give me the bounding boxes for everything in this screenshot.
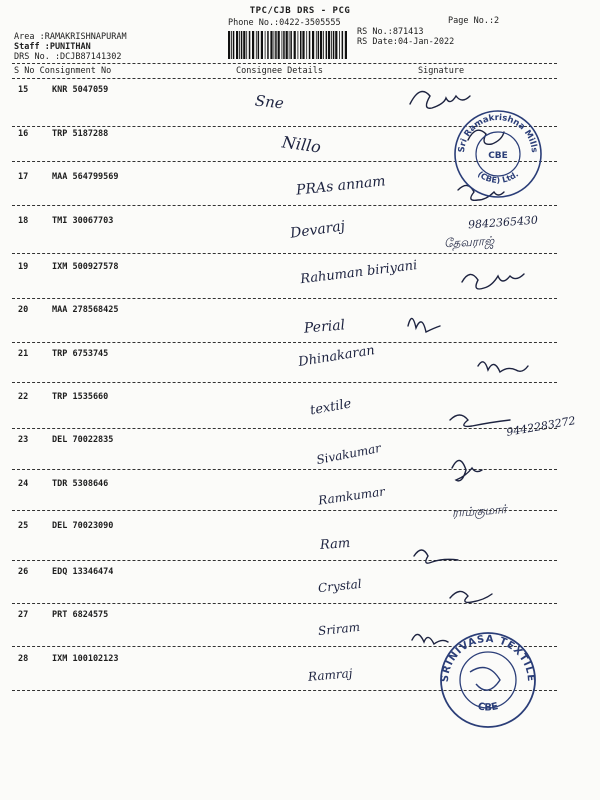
serial-number: 28 — [18, 654, 29, 664]
consignee-handwriting: Perial — [303, 317, 346, 337]
serial-number: 23 — [18, 435, 29, 445]
svg-text:SRINIVASA TEXTILE — [440, 634, 536, 683]
column-consignee-details: Consignee Details — [236, 66, 323, 76]
consignment-number: MAA 564799569 — [52, 172, 119, 182]
consignee-handwriting: Sriram — [317, 619, 361, 639]
consignee-handwriting: Sivakumar — [315, 440, 383, 468]
column-signature: Signature — [418, 66, 465, 76]
tamil-annotation: தேவராஜ் — [443, 233, 495, 251]
signature-mark — [414, 550, 458, 563]
stamp-bottom-text: CBE — [476, 701, 500, 714]
consignment-number: DEL 70022835 — [52, 435, 114, 445]
signature-mark — [452, 460, 482, 480]
signature-mark — [408, 318, 440, 332]
serial-number: 16 — [18, 129, 29, 139]
consignee-handwriting: Dhinakaran — [297, 343, 376, 370]
page-number: Page No.:2 — [448, 16, 500, 26]
consignee-handwriting: Devaraj — [289, 218, 347, 242]
tamil-annotation: ராம்குமார் — [451, 502, 508, 520]
consignment-number: IXM 500927578 — [52, 262, 119, 272]
area-label: Area :RAMAKRISHNAPURAM — [14, 32, 127, 42]
stamp-top-text: SRINIVASA TEXTILE — [439, 633, 537, 683]
serial-number: 21 — [18, 349, 29, 359]
stamp-bottom-text: (CBE) Ltd. — [475, 169, 521, 185]
serial-number: 25 — [18, 521, 29, 531]
consignment-number: PRT 6824575 — [52, 610, 109, 620]
stamp-center-text: CBE — [488, 151, 508, 161]
serial-number: 20 — [18, 305, 29, 315]
serial-number: 24 — [18, 479, 29, 489]
serial-number: 22 — [18, 392, 29, 402]
company-stamp-srinivasa — [438, 628, 538, 728]
consignment-number: IXM 100102123 — [52, 654, 119, 664]
rs-number: RS No.:871413 — [357, 27, 424, 37]
consignee-handwriting: Rahuman biriyani — [299, 258, 419, 288]
svg-text:Sri Ramakrishna Mills — [457, 113, 539, 153]
phone-annotation: 9442283272 — [505, 414, 577, 439]
serial-number: 15 — [18, 85, 29, 95]
consignment-number: MAA 278568425 — [52, 305, 119, 315]
consignment-number: TRP 1535660 — [52, 392, 109, 402]
serial-number: 17 — [18, 172, 29, 182]
consignment-number: DEL 70023090 — [52, 521, 114, 531]
consignee-handwriting: Ramkumar — [317, 484, 386, 508]
svg-text:(CBE) Ltd. — [476, 170, 520, 185]
consignee-handwriting: textile — [309, 396, 353, 419]
company-stamp-ramakrishna — [452, 108, 544, 200]
consignee-handwriting: Nillo — [280, 132, 323, 157]
consignee-handwriting: Sne — [254, 91, 285, 113]
phone-annotation: 9842365430 — [467, 213, 539, 232]
consignment-number: TMI 30067703 — [52, 216, 114, 226]
consignment-number: KNR 5047059 — [52, 85, 109, 95]
consignee-handwriting: Crystal — [317, 576, 363, 596]
consignment-number: TDR 5308646 — [52, 479, 109, 489]
consignment-number: EDQ 13346474 — [52, 567, 114, 577]
consignee-handwriting: Ram — [319, 535, 351, 554]
consignee-handwriting: PRAs annam — [295, 173, 387, 199]
staff-label: Staff :PUNITHAN — [14, 42, 91, 52]
serial-number: 26 — [18, 567, 29, 577]
rs-date: RS Date:04-Jan-2022 — [357, 37, 455, 47]
consignee-handwriting: Ramraj — [307, 666, 353, 684]
signature-mark — [450, 591, 492, 602]
serial-number: 18 — [18, 216, 29, 226]
signature-mark — [462, 274, 524, 289]
column-sno-consignment: S No Consignment No — [14, 66, 112, 76]
phone-number: Phone No.:0422-3505555 — [228, 18, 341, 28]
consignment-number: TRP 6753745 — [52, 349, 109, 359]
drs-number: DRS No. :DCJB87141302 — [14, 52, 122, 62]
consignment-number: TRP 5187288 — [52, 129, 109, 139]
stamp-top-text: Sri Ramakrishna Mills — [456, 112, 540, 154]
document-title: TPC/CJB DRS - PCG — [249, 6, 351, 16]
serial-number: 19 — [18, 262, 29, 272]
svg-text:CBE — [477, 701, 500, 713]
signature-mark — [450, 415, 510, 426]
serial-number: 27 — [18, 610, 29, 620]
signature-mark — [410, 92, 470, 109]
signature-mark — [478, 362, 528, 372]
